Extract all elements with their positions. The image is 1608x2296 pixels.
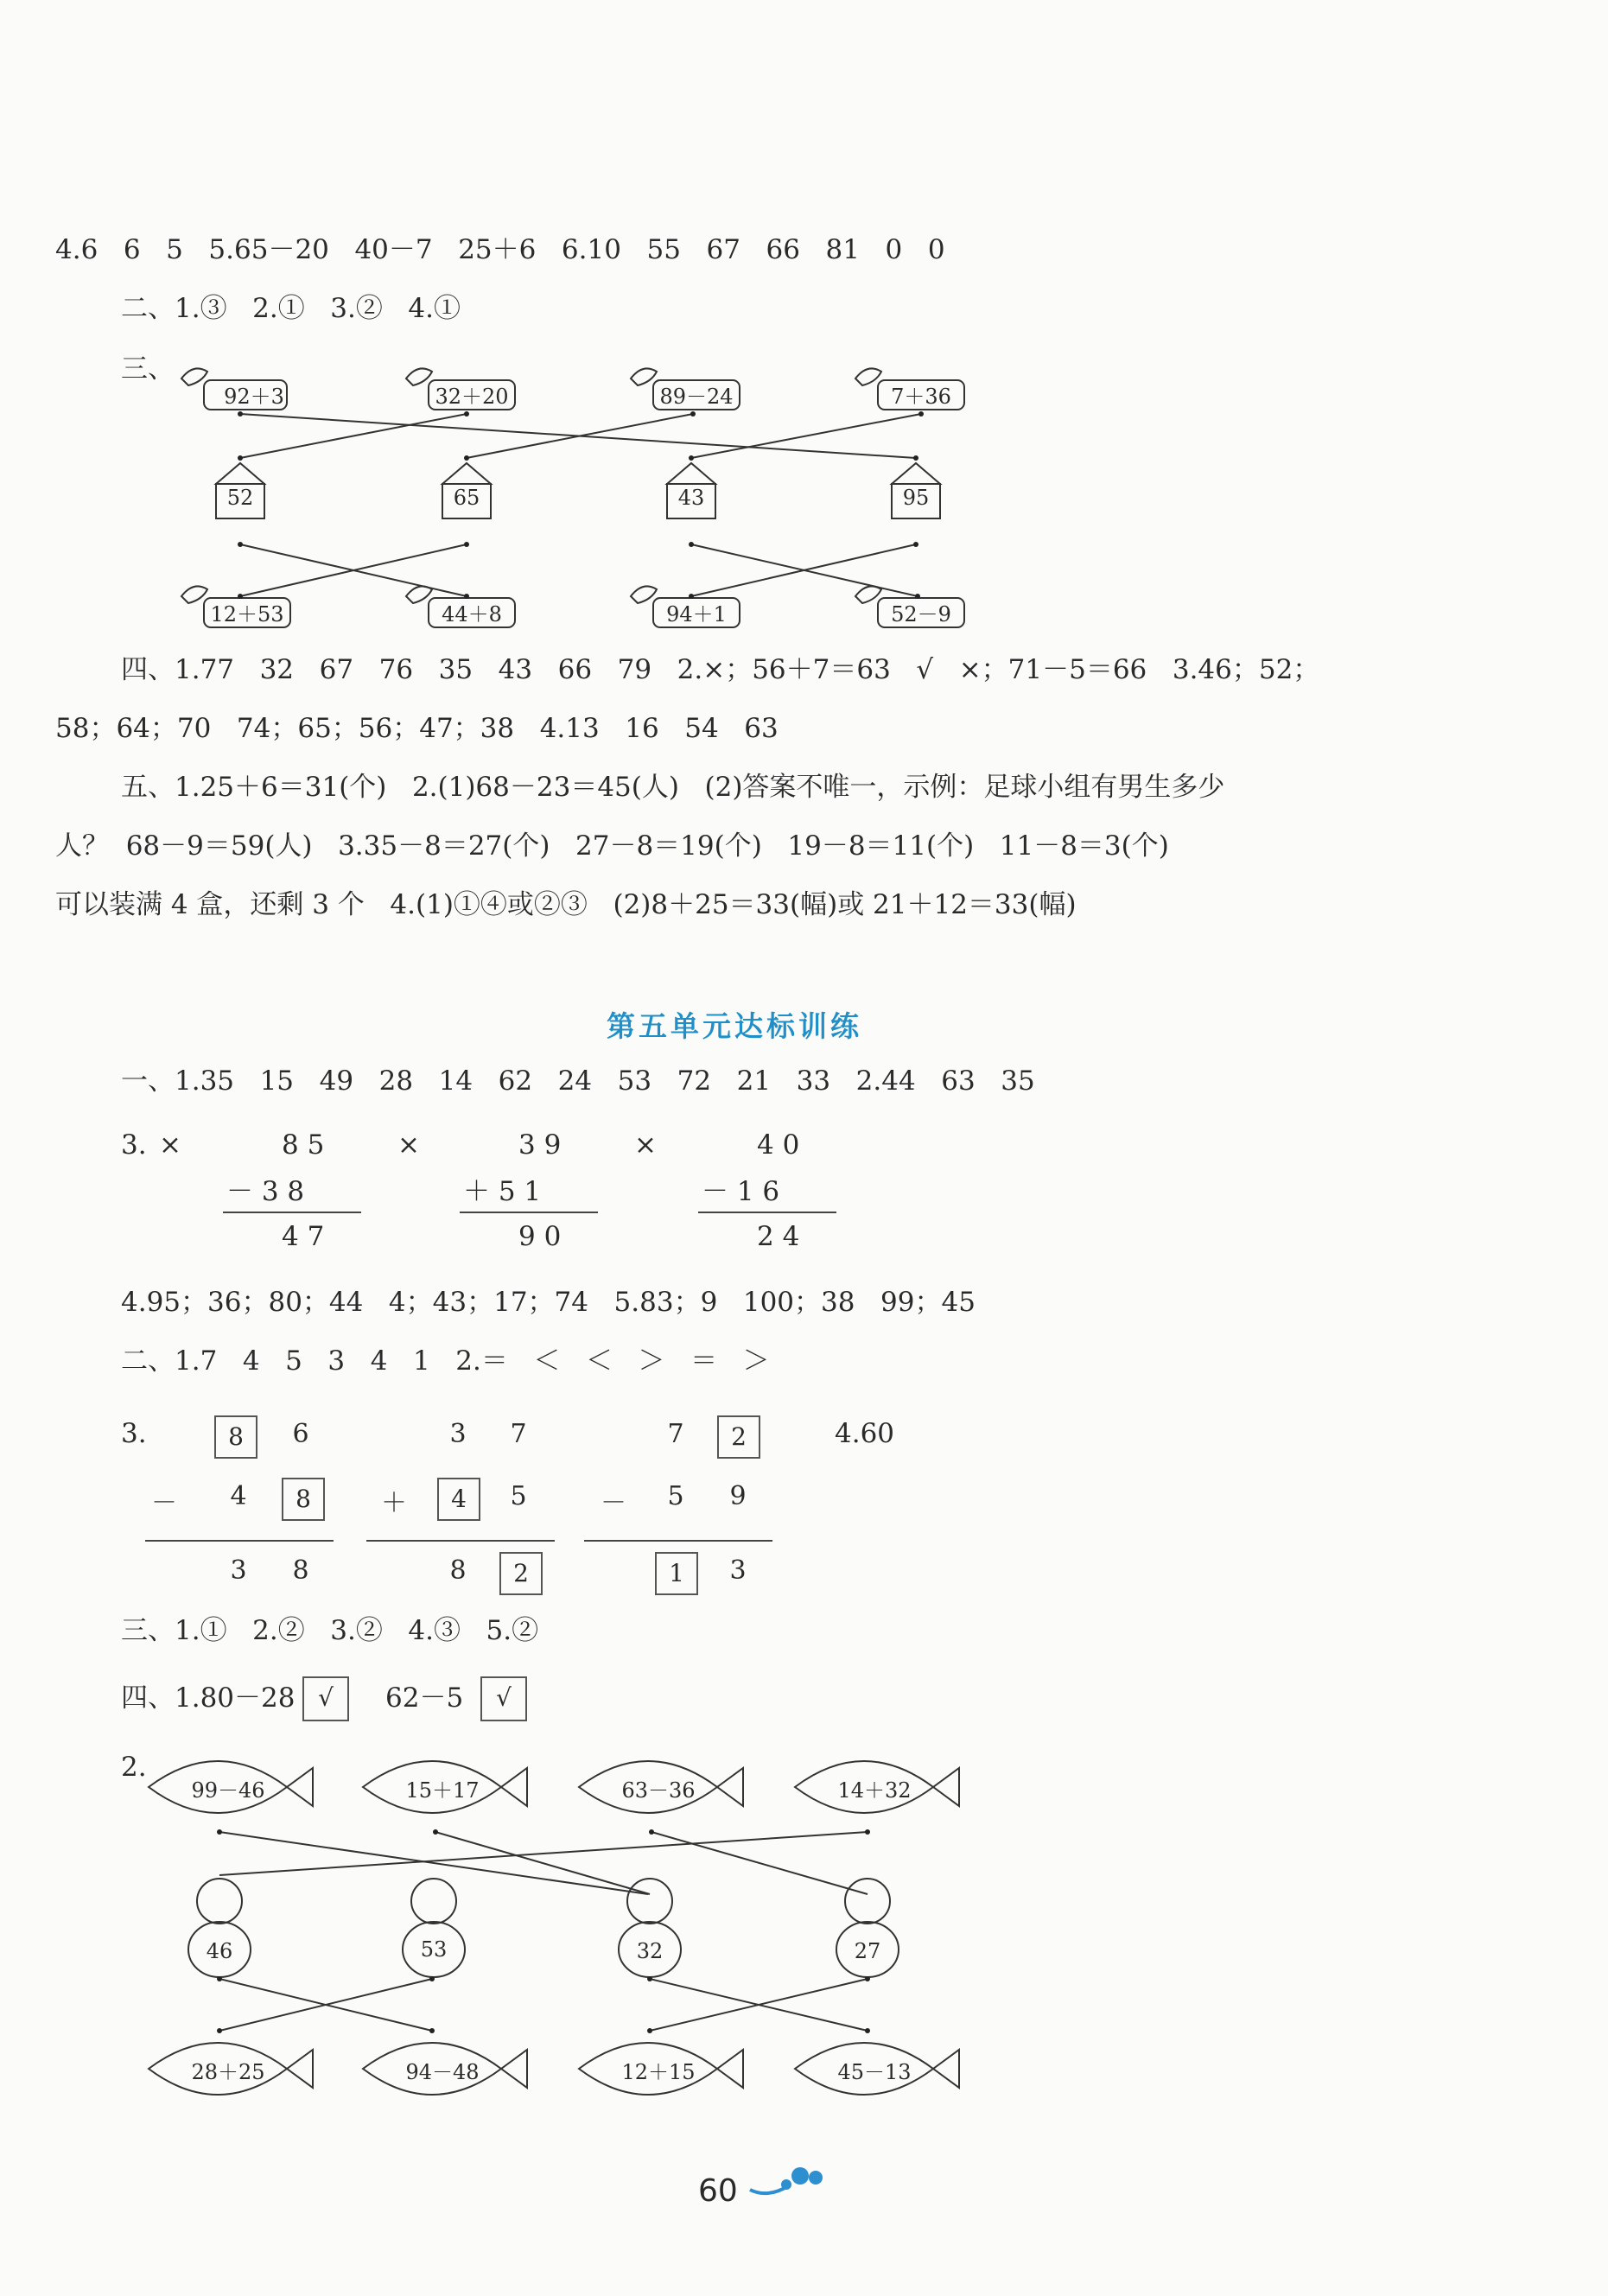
u5-line1: 一、1.35 15 49 28 14 62 24 53 72 21 33 2.44 63 35 [121, 1065, 1035, 1097]
u5-fill-digit: 3 [230, 1555, 247, 1586]
u5-fill-digit: 7 [510, 1419, 527, 1449]
u4-bottom-expr: 52－9 [891, 602, 951, 626]
u4-bottom-expr: 44＋8 [442, 602, 502, 626]
u5-fish-bottom-expr: 94－48 [405, 2060, 480, 2084]
u4-line4b: 58；64；70 74；65；56；47；38 4.13 16 54 63 [55, 713, 779, 744]
u5-fill-op: － [151, 1488, 177, 1518]
u5-fish-bottom-expr: 12＋15 [621, 2060, 696, 2084]
u5-cat-value: 53 [420, 1937, 448, 1962]
u5-fish-top-expr: 99－46 [191, 1778, 265, 1803]
u4-line5c: 可以装满 4 盒，还剩 3 个 4.(1)①④或②③ (2)8＋25＝33(幅)或 21＋12＝33(幅) [55, 889, 1077, 920]
u5-calc2-result: 9 0 [518, 1221, 562, 1252]
u5-check-box: √ [480, 1676, 527, 1721]
u5-calc3-mid: － 1 6 [702, 1176, 780, 1207]
u5-cat-value: 27 [854, 1939, 881, 1963]
u5-line6: 三、1.① 2.② 3.② 4.③ 5.② [121, 1615, 539, 1646]
u5-fill-box: 8 [282, 1478, 325, 1521]
u5-fill-digit: 5 [667, 1481, 684, 1511]
u4-line2: 二、1.③ 2.① 3.② 4.① [121, 293, 461, 324]
u5-fill-box: 4 [437, 1478, 480, 1521]
u5-calc3-top: 4 0 [757, 1129, 800, 1161]
unit5-title: 第五单元达标训练 [607, 1009, 862, 1043]
u5-mark: × [159, 1129, 181, 1161]
u5-line4: 4.95；36；80；44 4；43；17；74 5.83；9 100；38 99；45 [121, 1287, 976, 1318]
u5-fish-top-expr: 14＋32 [837, 1778, 912, 1803]
u5-fish-bottom-expr: 28＋25 [191, 2060, 265, 2084]
u5-cat-value: 46 [206, 1939, 233, 1963]
u5-item3-label: 3. [121, 1129, 147, 1161]
u5-calc2-top: 3 9 [518, 1129, 562, 1161]
u5-fill-digit: 5 [510, 1481, 527, 1511]
u4-top-expr: 32＋20 [435, 385, 509, 409]
u5-fish-top-expr: 63－36 [621, 1778, 696, 1803]
u4-bottom-expr: 94＋1 [666, 602, 727, 626]
u4-top-expr: 89－24 [659, 385, 734, 409]
u4-line1: 4.6 6 5 5.65－20 40－7 25＋6 6.10 55 67 66 81 0 0 [55, 234, 945, 265]
u5-item2-label: 2. [121, 1752, 147, 1783]
u5-fill-digit: 3 [449, 1419, 467, 1449]
u5-fill-op: ＋ [381, 1488, 407, 1518]
u5-fill-digit: 7 [667, 1419, 684, 1449]
u4-line5b: 人？ 68－9＝59(人) 3.35－8＝27(个) 27－8＝19(个) 19－8＝11(个) 11－8＝3(个) [55, 830, 1169, 862]
u5-fill-op: － [601, 1488, 626, 1518]
u4-house-value: 65 [453, 486, 480, 510]
u5-calc1-result: 4 7 [282, 1221, 325, 1252]
u5-calc1-top: 8 5 [282, 1129, 325, 1161]
u5-item4: 4.60 [835, 1418, 895, 1449]
u5-fish-top-expr: 15＋17 [405, 1778, 480, 1803]
u5-fill-digit: 8 [292, 1555, 309, 1586]
u5-check-box: √ [302, 1676, 349, 1721]
u5-calc1-mid: － 3 8 [226, 1176, 305, 1207]
u5-fill-box: 8 [214, 1415, 257, 1459]
u4-bottom-expr: 12＋53 [210, 602, 284, 626]
u5-calc3-result: 2 4 [757, 1221, 800, 1252]
u5-fill-box: 1 [655, 1552, 698, 1595]
u5-calc2-mid: ＋ 5 1 [463, 1176, 542, 1207]
u4-house-value: 43 [677, 486, 705, 510]
u4-section3-label: 三、 [121, 353, 175, 385]
u5-line5: 二、1.7 4 5 3 4 1 2.＝ ＜ ＜ ＞ ＝ ＞ [121, 1345, 770, 1377]
u5-fish-bottom-expr: 45－13 [837, 2060, 912, 2084]
u4-line4a: 四、1.77 32 67 76 35 43 66 79 2.×；56＋7＝63 √ ×；71－5＝66 3.46；52； [121, 654, 1320, 685]
u5-fill-digit: 8 [449, 1555, 467, 1586]
u4-house-value: 95 [902, 486, 930, 510]
u5-fill-digit: 4 [230, 1481, 247, 1511]
u4-house-value: 52 [226, 486, 254, 510]
page-number: 60 [698, 2173, 738, 2209]
u5-line7-mid: 62－5 [385, 1682, 464, 1714]
u5-fill-digit: 6 [292, 1419, 309, 1449]
u5-fill-box: 2 [499, 1552, 543, 1595]
u4-top-expr: 92＋3 [224, 385, 284, 409]
u5-cat-value: 32 [636, 1939, 664, 1963]
u5-fill-digit: 3 [729, 1555, 747, 1586]
u5-fill3-label: 3. [121, 1418, 147, 1449]
u5-mark: × [397, 1129, 420, 1161]
u5-fill-digit: 9 [729, 1481, 747, 1511]
u5-line7-prefix: 四、1.80－28 [121, 1682, 296, 1714]
u5-mark: × [634, 1129, 657, 1161]
u4-line5a: 五、1.25＋6＝31(个) 2.(1)68－23＝45(人) (2)答案不唯一，示例：足球小组有男生多少 [121, 772, 1225, 803]
u4-top-expr: 7＋36 [891, 385, 951, 409]
u5-fill-box: 2 [717, 1415, 760, 1459]
